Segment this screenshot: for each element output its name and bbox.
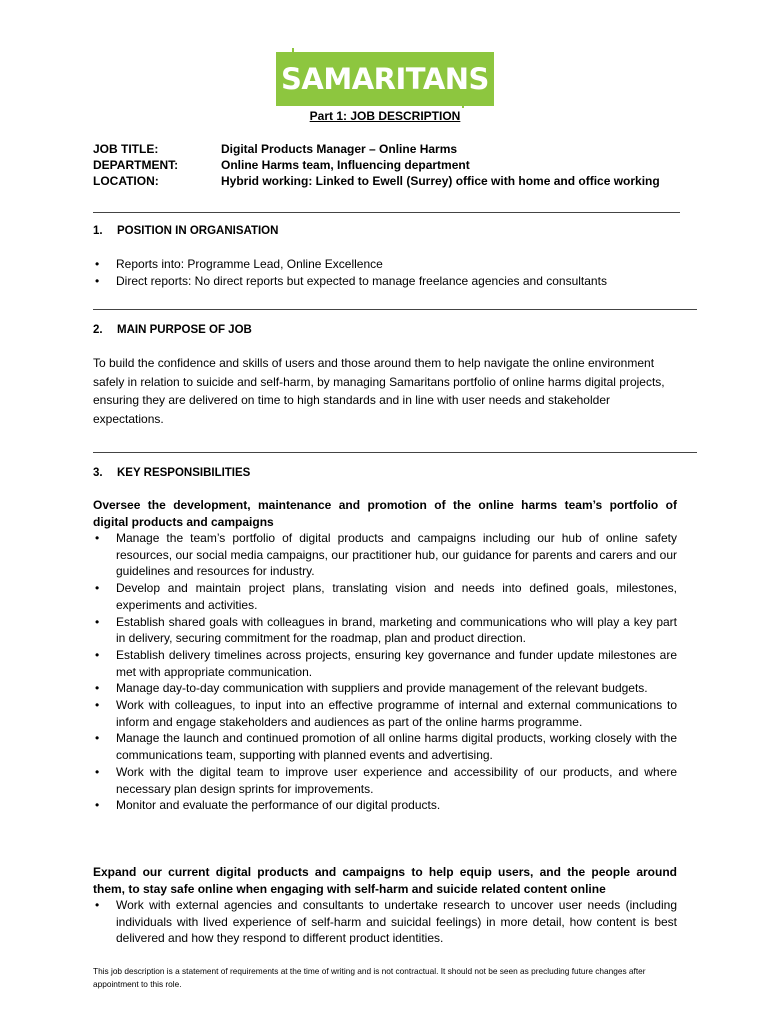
list-item: • Manage the launch and continued promotion of all online harms digital products, working closely with the communications team, supporting with planned events and advertising. <box>93 730 677 763</box>
section-number: 2. <box>93 324 103 336</box>
list-item: • Establish delivery timelines across projects, ensuring key governance and funder update milestones are met with appropriate communication. <box>93 647 677 680</box>
list-item: • Reports into: Programme Lead, Online Excellence <box>93 256 677 273</box>
list-item: • Establish shared goals with colleagues in brand, marketing and communications who will play a key part in delivery, securing commitment for the roadmap, plan and product direction. <box>93 614 677 647</box>
divider <box>93 212 680 213</box>
position-list <box>93 256 677 289</box>
logo-wordmark: SAMARITANS <box>281 62 489 96</box>
section-title: KEY RESPONSIBILITIES <box>117 467 251 479</box>
group-heading-line: digital products and campaigns <box>93 515 274 529</box>
list-item: • Manage the team’s portfolio of digital products and campaigns including our hub of online safety resources, our social media campaigns, our practitioner hub, our guidance for parents and carers and our guidelines and resources for industry. <box>93 530 677 580</box>
list-item: • Develop and maintain project plans, translating vision and needs into defined goals, milestones, experiments and activities. <box>93 580 677 613</box>
responsibility-group-heading <box>93 497 677 531</box>
list-item: • Manage day-to-day communication with suppliers and provide management of the relevant budgets. <box>93 680 677 697</box>
document-title: Part 1: JOB DESCRIPTION <box>309 109 461 123</box>
list-item: • Work with the digital team to improve user experience and accessibility of our products, and where necessary plan design sprints for improvements. <box>93 764 677 797</box>
group-heading-line: Oversee the development, maintenance and promotion of the online harms team’s portfolio of <box>93 498 677 512</box>
section-number: 1. <box>93 225 103 237</box>
section-heading-position <box>93 225 278 237</box>
meta-key: LOCATION: <box>93 174 159 188</box>
list-item: • Work with external agencies and consultants to undertake research to uncover user needs (including individuals with lived experience of self-harm and suicidal feelings) in more detail, how content is best delivered and how they respond to different product identities. <box>93 897 677 947</box>
section-title: POSITION IN ORGANISATION <box>117 225 279 237</box>
group-heading-line: Expand our current digital products and campaigns to help equip users, and the people around <box>93 865 677 879</box>
meta-value: Digital Products Manager – Online Harms <box>221 142 458 156</box>
section-number: 3. <box>93 467 103 479</box>
page-footer-disclaimer: This job description is a statement of requirements at the time of writing and is not contractual. It should not be seen as precluding future changes after appointment to this role. <box>93 966 646 989</box>
purpose-paragraph: To build the confidence and skills of users and those around them to help navigate the online environment safely in relation to suicide and self-harm, by managing Samaritans portfolio of online harms digital projects, ensuring they are delivered on time to high standards and in line with user needs and stakeholder expectations. <box>93 356 665 426</box>
expansion-list <box>93 897 677 947</box>
responsibility-list <box>93 530 677 814</box>
divider <box>93 452 697 453</box>
meta-value: Hybrid working: Linked to Ewell (Surrey) office with home and office working <box>221 174 660 188</box>
logo-tick-right <box>462 102 464 108</box>
meta-key: JOB TITLE: <box>93 142 159 156</box>
meta-row-location <box>93 173 660 189</box>
list-item: • Direct reports: No direct reports but expected to manage freelance agencies and consultants <box>93 273 677 290</box>
responsibility-group-heading <box>93 864 677 898</box>
section-heading-purpose <box>93 324 252 336</box>
samaritans-logo <box>276 52 494 106</box>
meta-key: DEPARTMENT: <box>93 158 179 172</box>
section-title: MAIN PURPOSE OF JOB <box>117 324 252 336</box>
meta-row-department <box>93 157 470 173</box>
section-heading-responsibilities <box>93 467 250 479</box>
list-item: • Work with colleagues, to input into an effective programme of internal and external communications to inform and engage stakeholders and audiences as part of the online harms programme. <box>93 697 677 730</box>
divider <box>93 309 697 310</box>
meta-row-job-title <box>93 141 457 157</box>
meta-value: Online Harms team, Influencing department <box>221 158 470 172</box>
group-heading-line: them, to stay safe online when engaging with self-harm and suicide related content online <box>93 882 606 896</box>
list-item: • Monitor and evaluate the performance of our digital products. <box>93 797 677 814</box>
logo-tick-left <box>292 48 294 54</box>
